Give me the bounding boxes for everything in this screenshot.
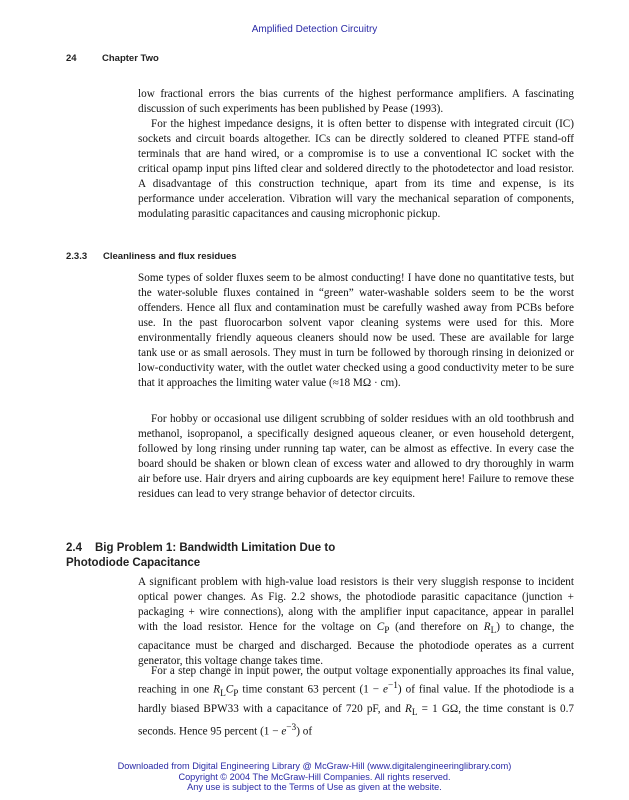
section-number: 2.3.3	[66, 251, 88, 262]
footer-download-link[interactable]: Downloaded from Digital Engineering Library @ McGraw-Hill (www.digitalengineeringlibrary.com)	[117, 761, 512, 771]
paragraph-hobby-cleaning: For hobby or occasional use diligent scrubbing of solder residues with an old toothbrush and methanol, isopropanol, a specifically designed aqueous cleaner, or even household detergent, followed by long rinsing under running tap water, can be almost as effective. In every case the board should be shaken or blown clean of excess water and allowed to dry thoroughly in warm air before use. Hair dryers and airing cupboards are key equipment here! Failure to remove these residues can lead to very strange behavior of detector circuits.	[138, 413, 574, 501]
section-heading-2-4	[66, 541, 486, 570]
section-title-line-2: Photodiode Capacitance	[66, 556, 201, 569]
running-head	[66, 53, 159, 64]
section-heading-2-3-3	[66, 251, 237, 262]
footer	[0, 761, 629, 793]
paragraph-step-response: For a step change in input power, the output voltage exponentially approaches its final value, reaching in one $R_LC_P$ time constant 63 percent $(1 - e^{-1})$ of final value. If the photodiode is a hardly biased BPW33 with a capacitance of 720 pF, and $R_L = 1$ GΩ, the time constant is 0.7 seconds. Hence 95 percent $(1 - e^{-3})$ of	[138, 665, 574, 739]
section-number: 2.4	[66, 542, 82, 554]
footer-terms-link[interactable]: Any use is subject to the Terms of Use as given at the website.	[187, 782, 442, 792]
section-title-line-1: Big Problem 1: Bandwidth Limitation Due to	[95, 542, 336, 554]
paragraph-opamp-bias: low fractional errors the bias currents of the highest performance amplifiers. A fascinating discussion of such experiments has been published by Pease (1993).	[138, 88, 574, 116]
footer-copyright: Copyright © 2004 The McGraw-Hill Companies. All rights reserved.	[178, 771, 451, 782]
paragraph-solder-fluxes: Some types of solder fluxes seem to be almost conducting! I have done no quantitative tests, but the water-soluble fluxes contained in “green” water-washable solders seem to be the worst offenders. Hence all flux and contamination must be carefully washed away from PCBs before use. In the past fluorocarbon solvent vapor cleaning systems were used for this. More environmentally friendly aqueous cleaners should now be used. These are available for large tank use or as small aerosols. They must in turn be followed by thorough rinsing in deionized or low-conductivity water, with the outlet water checked using a good conductivity meter to be sure that it approaches the limiting water value (≈18 MΩ · cm).	[138, 272, 574, 390]
section-title: Cleanliness and flux residues	[103, 251, 237, 262]
paragraph-bandwidth-problem: A significant problem with high-value load resistors is their very sluggish response to incident optical power changes. As Fig. 2.2 shows, the photodiode parasitic capacitance (junction + packaging + wire connections), along with the amplifier input capacitance, appear in parallel with the load resistor. Hence for the voltage on $C_P$ (and therefore on $R_L$) to change, the capacitance must be charged and discharged. Because the photodiode operates as a current generator, this voltage change takes time.	[138, 576, 574, 668]
running-title-link[interactable]: Amplified Detection Circuitry	[251, 24, 378, 35]
chapter-label: Chapter Two	[102, 53, 159, 64]
page-number: 24	[66, 53, 77, 64]
paragraph-high-impedance: For the highest impedance designs, it is often better to dispense with integrated circuit (IC) sockets and circuit boards altogether. ICs can be directly soldered to cleaned PTFE stand-off terminals that are hand wired, or a compromise is to use a conventional IC socket with the critical opamp input pins lifted clear and soldered directly to the photodetector and load resistor. A disadvantage of this construction technique, apart from its time and expense, is its performance under acceleration. Vibration will vary the mechanical separation of components, modulating parasitic capacitances and causing microphonic pickup.	[138, 118, 574, 221]
